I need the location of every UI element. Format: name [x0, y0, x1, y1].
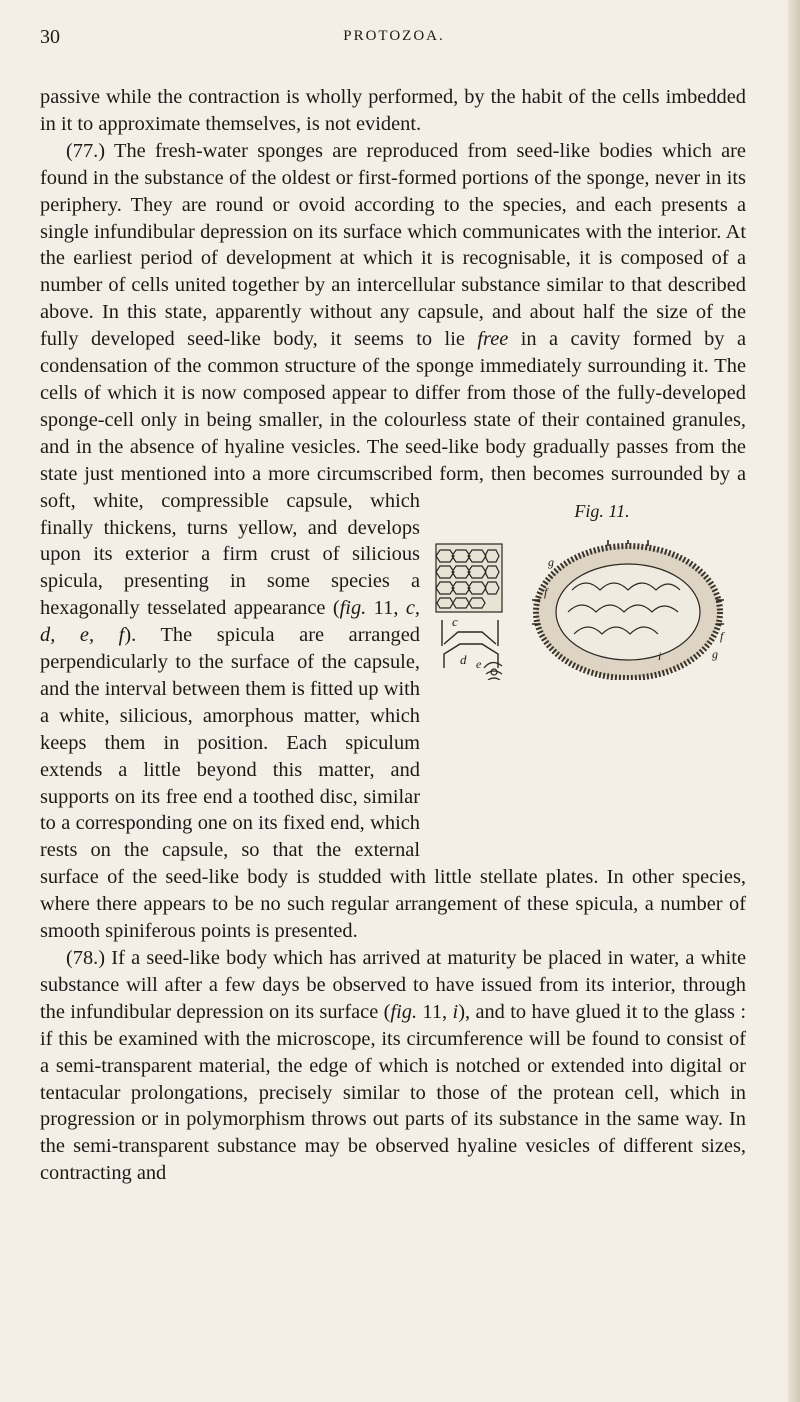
paragraph-77	[40, 138, 746, 945]
page-header	[40, 26, 748, 50]
figure-caption: Fig. 11.	[574, 500, 630, 521]
text-run: ). The spicula are arranged perpendicularly to the surface of the capsule, and the interval between them is fitted up with a white, silicious, amorphous matter, which keeps them in position. Each spiculum extends a little beyond this matter, and supports on its free end a toothed disc, similar to a corresponding one on its fixed end, which rests on the capsule, so that the external surface of the seed-like body is studded with little stellate plates. In other species, where there appears to be no such regular arrangement of these spicula, a number of smooth spiniferous points is presented.	[40, 624, 746, 943]
fig-reference: fig.	[390, 1000, 418, 1023]
fig-label-f-right: f	[720, 628, 724, 643]
text-run: (77.) The fresh-water sponges are reproduced from seed-like bodies which are found in the substance of the oldest or first-formed portions of the sponge, never in its periphery. They are round or ovoid according to the species, and each presents a single infundibular depression on its surface which communicates with the interior. At the earliest period of development at which it is recognisable, it is composed of a number of cells united together by an intercellular substance similar to that described above. In this state, apparently without any capsule, and about half the size of the fully developed seed-like body, it seems to lie	[40, 139, 746, 351]
text-run: (78.) If a seed-like body which has arrived at maturity be placed in water, a white substance will after a few days be observed to have issued from its interior, through the infundibular depression on its surface (	[40, 947, 746, 1023]
gemmule-body	[532, 540, 724, 678]
sponge-gemmule-illustration	[432, 540, 732, 680]
text-run: ), and to have glued it to the glass : if this be examined with the microscope, its circumference will be found to consist of a semi-transparent material, the edge of which is notched or extended into digital or tentacular prolongations, precisely similar to those of the protean cell, which in progression or in polymorphism throws out parts of its substance in the same way. In the semi-transparent substance may be observed hyaline vesicles of different sizes, contracting and	[40, 1000, 746, 1185]
italic-free: free	[477, 328, 509, 351]
fig-letters: c, d, e, f	[40, 597, 420, 647]
spicule-detail-e	[484, 662, 502, 680]
fig-label-g-right: g	[712, 646, 718, 661]
tesselated-surface-c	[436, 544, 502, 612]
text-run: 11,	[417, 1000, 453, 1023]
fig-label-c: c	[452, 613, 458, 629]
text-run: 11,	[366, 597, 406, 620]
body-text	[40, 84, 746, 1187]
spicula-section-d	[442, 620, 498, 668]
running-title: PROTOZOA.	[343, 28, 445, 44]
fig-reference: fig.	[339, 597, 367, 620]
fig-letter: i	[452, 1000, 459, 1023]
fig-label-f-left: f	[544, 584, 548, 599]
fig-label-e: e	[476, 656, 482, 671]
figure-11	[432, 488, 746, 858]
paragraph-78	[40, 945, 746, 1187]
fig-label-i: i	[658, 648, 662, 663]
page-edge-shadow	[788, 0, 800, 1402]
text-run: in a cavity formed by a condensation of the common structure of the sponge immediately surrounding it. The cells of which it is now composed appear to differ from those of the fully-developed sponge-cell only in being smaller, in the colourless state of their contained granules, and in the absence of hyaline vesicles. The seed-like body gradually passes from the state just mentioned into a more circumscribed form, then becomes surrounded by a soft, white, compressible capsule,	[40, 328, 746, 512]
paragraph-continuation: passive while the contraction is wholly performed, by the habit of the cells imbedded in it to approximate themselves, is not evident.	[40, 86, 746, 135]
fig-label-d: d	[460, 651, 467, 667]
text-run: which finally thickens, turns yellow, and develops upon its exterior a firm crust of silicious spicula, presenting in some species a hexagonally tesselated appearance (	[40, 489, 420, 620]
page-number: 30	[40, 26, 60, 48]
fig-label-g-left: g	[548, 554, 554, 569]
